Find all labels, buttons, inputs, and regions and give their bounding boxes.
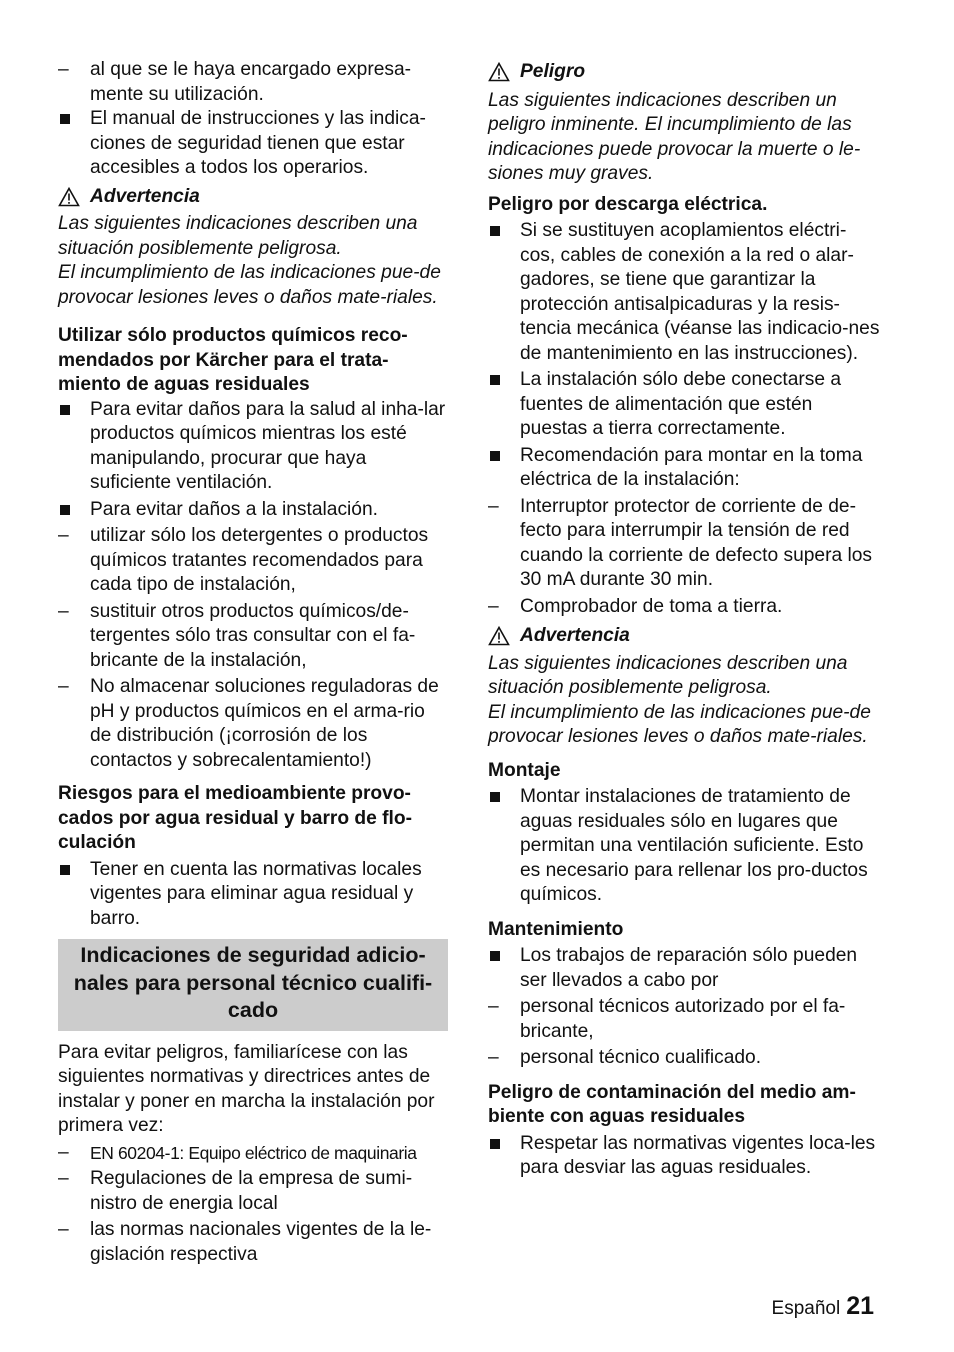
list-item: Tener en cuenta las normativas locales vigentes para eliminar agua residual y barro. bbox=[90, 858, 422, 929]
list-item: Para evitar daños a la instalación. bbox=[90, 498, 378, 520]
list-item: Interruptor protector de corriente de de-fecto para interrumpir la tensión de red cuando la corriente de defecto supera los 30 mA durante 30 min. bbox=[520, 495, 872, 590]
warning-triangle-icon bbox=[488, 626, 510, 646]
warning-text: El incumplimiento de las indicaciones pue-de provocar lesiones leves o daños mate-riales. bbox=[488, 701, 871, 747]
danger-text: Las siguientes indicaciones describen un peligro inminente. El incumplimiento de las indicaciones puede provocar la muerte o le-siones muy graves. bbox=[488, 89, 861, 184]
list-item: Montar instalaciones de tratamiento de aguas residuales sólo en lugares que permitan una ventilación suficiente. Esto es necesario para rellenar los pro-ductos químicos. bbox=[520, 786, 868, 905]
section-subheading: Peligro de contaminación del medio am-biente con aguas residuales bbox=[488, 1081, 856, 1127]
page-number: 21 bbox=[846, 1292, 874, 1320]
warning-triangle-icon bbox=[58, 187, 80, 207]
list-item: las normas nacionales vigentes de la le-gislación respectiva bbox=[90, 1219, 432, 1265]
left-column bbox=[58, 58, 448, 1267]
list-item: EN 60204-1: Equipo eléctrico de maquinaria bbox=[90, 1142, 417, 1163]
list-item: La instalación sólo debe conectarse a fuentes de alimentación que estén puestas a tierra correctamente. bbox=[520, 369, 842, 439]
list-item: Comprobador de toma a tierra. bbox=[520, 595, 783, 617]
warning-text: El incumplimiento de las indicaciones pue-de provocar lesiones leves o daños mate-riales. bbox=[58, 262, 441, 308]
section-subheading: Utilizar sólo productos químicos reco-mendados por Kärcher para el trata-miento de aguas residuales bbox=[58, 325, 408, 395]
section-title: Indicaciones de seguridad adicio-nales para personal técnico cualifi-cado bbox=[73, 943, 433, 1022]
list-item: El manual de instrucciones y las indica-ciones de seguridad tienen que estar accesibles a todos los operarios. bbox=[90, 108, 426, 178]
section-subheading: Peligro por descarga eléctrica. bbox=[488, 193, 768, 215]
list-item: al que se le haya encargado expresa-mente su utilización. bbox=[90, 59, 412, 105]
section-title-box bbox=[58, 939, 448, 1031]
section-subheading: Montaje bbox=[488, 759, 561, 781]
list-item: utilizar sólo los detergentes o productos químicos tratantes recomendados para cada tipo de instalación, bbox=[90, 525, 429, 595]
list-item: No almacenar soluciones reguladoras de pH y productos químicos en el arma-rio de distribución (¡corrosión de los contactos y sobrecalentamiento!) bbox=[90, 676, 439, 771]
list-item: sustituir otros productos químicos/de-tergentes sólo tras consultar con el fa-bricante de la instalación, bbox=[90, 600, 416, 671]
warning-heading: Advertencia bbox=[58, 185, 448, 210]
list-item: Si se sustituyen acoplamientos eléctri-cos, cables de conexión a la red o alar-gadores, se tiene que garantizar la protección antisalpicaduras y la resis-tencia mecánica (véanse las indicacio-nes de mantenimiento en las instrucciones). bbox=[520, 220, 880, 364]
list-item: Regulaciones de la empresa de sumi-nistro de energia local bbox=[90, 1168, 413, 1214]
list-item: personal técnico cualificado. bbox=[520, 1047, 762, 1068]
warning-text: Las siguientes indicaciones describen una situación posiblemente peligrosa. bbox=[58, 213, 418, 259]
list-item: Recomendación para montar en la toma eléctrica de la instalación: bbox=[520, 444, 863, 490]
warning-heading: Advertencia bbox=[488, 624, 880, 649]
section-subheading: Riesgos para el medioambiente provo-cados por agua residual y barro de flo-culación bbox=[58, 783, 412, 853]
list-item: personal técnicos autorizado por el fa-bricante, bbox=[520, 996, 846, 1042]
page-footer bbox=[772, 1292, 874, 1321]
section-subheading: Mantenimiento bbox=[488, 918, 624, 940]
list-item: Respetar las normativas vigentes loca-les para desviar las aguas residuales. bbox=[520, 1132, 876, 1178]
footer-language: Español bbox=[771, 1298, 841, 1319]
list-item: Para evitar daños para la salud al inha-lar productos químicos mientras los esté manipulando, procurar que haya suficiente ventilación. bbox=[90, 398, 446, 493]
warning-triangle-icon bbox=[488, 62, 510, 82]
list-item: Los trabajos de reparación sólo pueden ser llevados a cabo por bbox=[520, 945, 858, 991]
danger-heading: Peligro bbox=[488, 60, 880, 85]
section-intro: Para evitar peligros, familiarícese con las siguientes normativas y directrices antes de instalar y poner en marcha la instalación por primera vez: bbox=[58, 1041, 435, 1136]
right-column bbox=[488, 58, 880, 1181]
warning-text: Las siguientes indicaciones describen una situación posiblemente peligrosa. bbox=[488, 652, 848, 698]
